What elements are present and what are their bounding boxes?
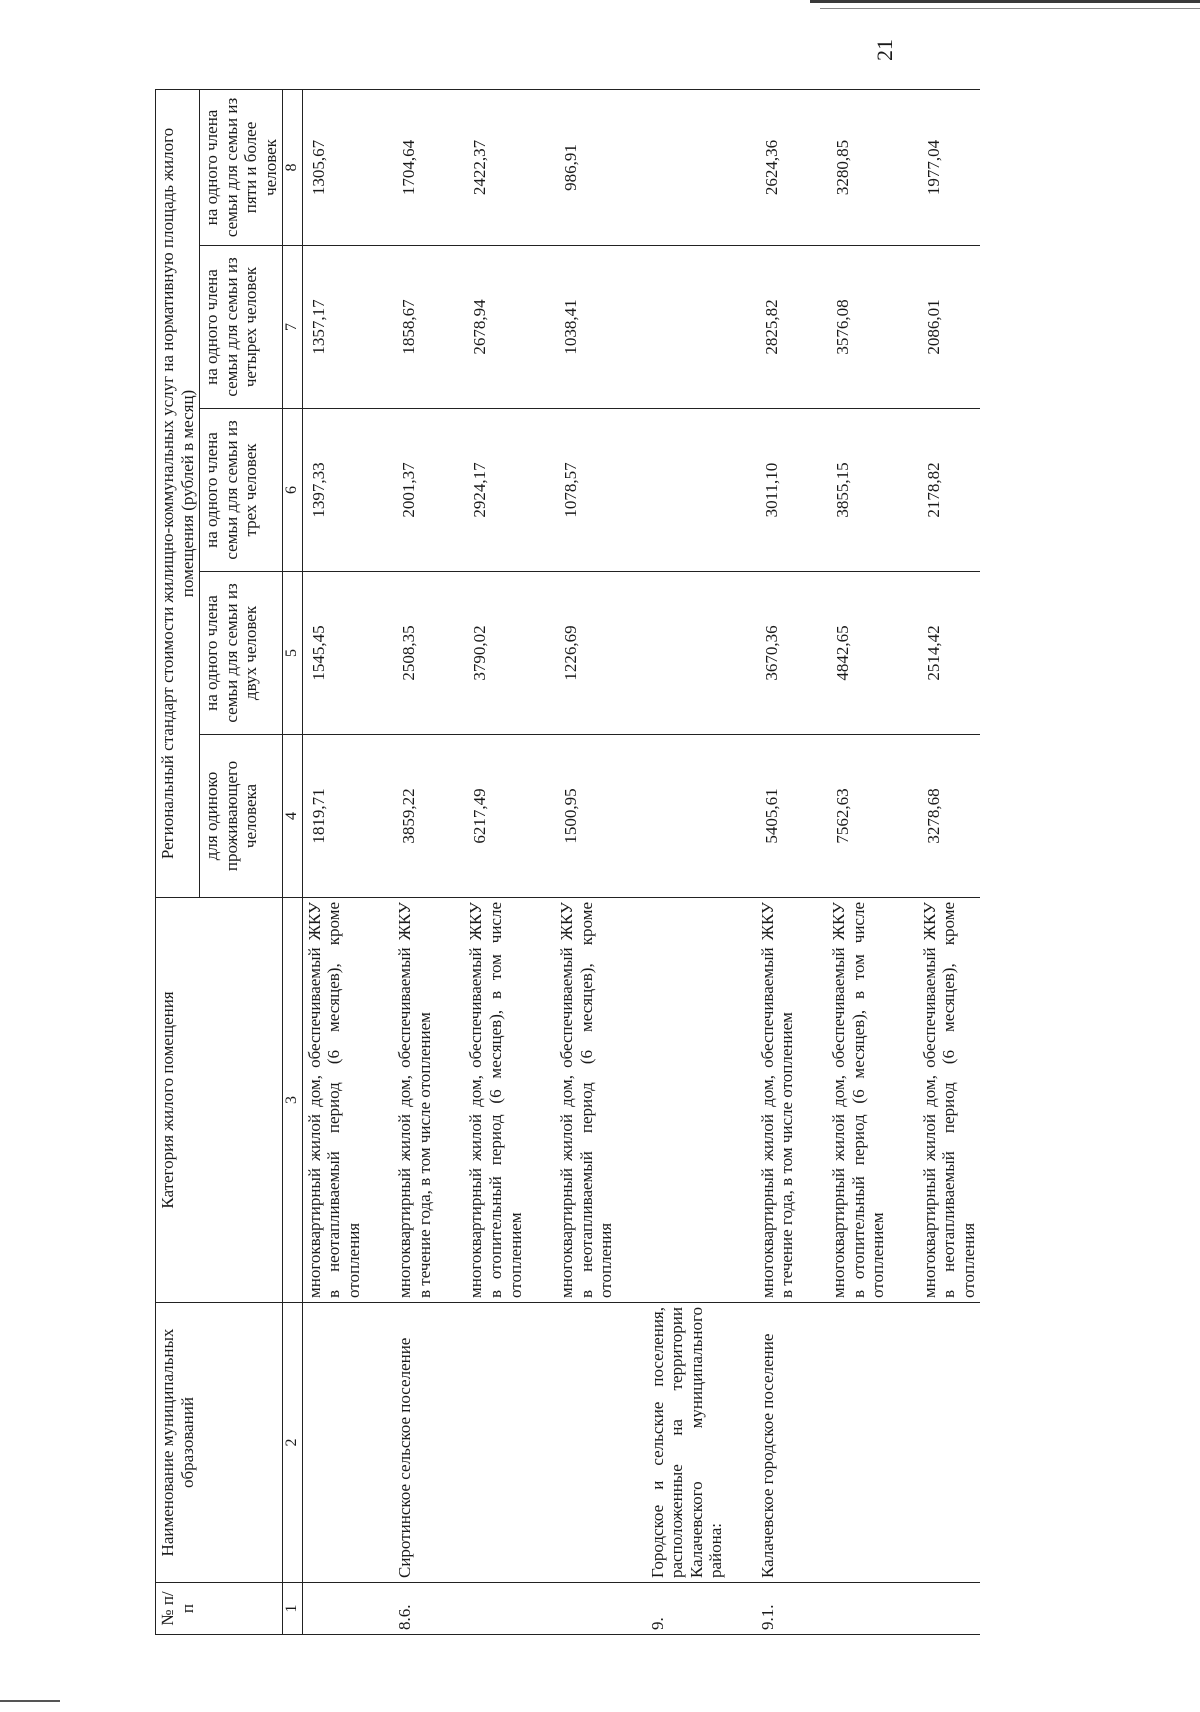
value-two: 2508,35 <box>393 572 464 735</box>
row-category: многоквартирный жилой дом, обеспечиваемый ЖКУ в неотапливаемый период (6 месяцев), кроме отопления <box>302 898 393 1303</box>
row-category: многоквартирный жилой дом, обеспечиваемый ЖКУ в отопительный период (6 месяцев), в том числе отоплением <box>464 898 555 1303</box>
value-single: 7562,63 <box>827 735 918 898</box>
header-standard-group: Региональный стандарт стоимости жилищно-коммунальных услуг на нормативную площадь жилого помещения (рублей в месяц) <box>156 89 200 897</box>
table-row <box>393 89 464 1634</box>
row-municipality: Городское и сельские поселения, расположенные на территории Калачевского муниципального района: <box>646 1303 756 1583</box>
value-two: 1226,69 <box>555 572 646 735</box>
value-four: 2825,82 <box>756 246 827 409</box>
value-five: 1305,67 <box>302 89 393 245</box>
value-three: 3011,10 <box>756 409 827 572</box>
row-municipality <box>302 1303 393 1583</box>
value-four <box>646 246 756 409</box>
header-single: для одиноко проживающего человека <box>200 735 283 898</box>
table-row <box>464 89 555 1634</box>
row-category: многоквартирный жилой дом, обеспечиваемый ЖКУ в течение года, в том числе отоплением <box>756 898 827 1303</box>
index-cell: 5 <box>283 572 302 735</box>
row-municipality: Калачевское городское поселение <box>756 1303 827 1583</box>
table-row <box>646 89 756 1634</box>
value-single: 5405,61 <box>756 735 827 898</box>
index-cell: 1 <box>283 1583 302 1635</box>
value-single: 1500,95 <box>555 735 646 898</box>
value-four: 1357,17 <box>302 246 393 409</box>
value-five: 1704,64 <box>393 89 464 245</box>
value-five: 3280,85 <box>827 89 918 245</box>
row-municipality <box>464 1303 555 1583</box>
value-four: 1038,41 <box>555 246 646 409</box>
header-row-1 <box>156 89 200 1634</box>
value-five <box>646 89 756 245</box>
row-number: 8.6. <box>393 1583 464 1635</box>
value-five: 986,91 <box>555 89 646 245</box>
row-number <box>827 1583 918 1635</box>
header-category: Категория жилого помещения <box>156 898 283 1303</box>
value-four: 2086,01 <box>918 246 981 409</box>
row-number <box>464 1583 555 1635</box>
row-category <box>646 898 756 1303</box>
table-row <box>827 89 918 1634</box>
table-row <box>302 89 393 1634</box>
value-four: 1858,67 <box>393 246 464 409</box>
scan-edge-top-thin <box>820 8 1200 9</box>
value-five: 1977,04 <box>918 89 981 245</box>
row-category: многоквартирный жилой дом, обеспечиваемый ЖКУ в неотапливаемый период (6 месяцев), кроме отопления <box>918 898 981 1303</box>
value-five: 2624,36 <box>756 89 827 245</box>
value-single: 1819,71 <box>302 735 393 898</box>
row-municipality <box>827 1303 918 1583</box>
value-four: 3576,08 <box>827 246 918 409</box>
row-municipality <box>918 1303 981 1583</box>
table-row <box>918 89 981 1634</box>
page-number: 21 <box>872 39 897 61</box>
header-index-row <box>283 89 302 1634</box>
scan-edge-left <box>0 1700 60 1702</box>
value-two: 2514,42 <box>918 572 981 735</box>
value-three: 2001,37 <box>393 409 464 572</box>
header-two: на одного члена семьи для семьи из двух человек <box>200 572 283 735</box>
value-three: 1397,33 <box>302 409 393 572</box>
header-number: № п/п <box>156 1583 283 1635</box>
row-category: многоквартирный жилой дом, обеспечиваемый ЖКУ в течение года, в том числе отоплением <box>393 898 464 1303</box>
index-cell: 7 <box>283 246 302 409</box>
row-number <box>918 1583 981 1635</box>
value-three: 1078,57 <box>555 409 646 572</box>
rotated-table-container <box>155 90 978 1635</box>
row-number: 9. <box>646 1583 756 1635</box>
housing-cost-table <box>155 89 980 1635</box>
value-single: 3859,22 <box>393 735 464 898</box>
value-five: 2422,37 <box>464 89 555 245</box>
row-number: 9.1. <box>756 1583 827 1635</box>
value-three: 3855,15 <box>827 409 918 572</box>
header-municipality: Наименование муниципальных образований <box>156 1303 283 1583</box>
value-three: 2924,17 <box>464 409 555 572</box>
row-category: многоквартирный жилой дом, обеспечиваемый ЖКУ в неотапливаемый период (6 месяцев), кроме отопления <box>555 898 646 1303</box>
index-cell: 3 <box>283 898 302 1303</box>
header-three: на одного члена семьи для семьи из трех человек <box>200 409 283 572</box>
index-cell: 8 <box>283 89 302 245</box>
value-two: 3670,36 <box>756 572 827 735</box>
row-number <box>302 1583 393 1635</box>
row-municipality <box>555 1303 646 1583</box>
value-single <box>646 735 756 898</box>
index-cell: 6 <box>283 409 302 572</box>
value-two: 3790,02 <box>464 572 555 735</box>
row-municipality: Сиротинское сельское поселение <box>393 1303 464 1583</box>
header-five: на одного члена семьи для семьи из пяти и более человек <box>200 89 283 245</box>
value-four: 2678,94 <box>464 246 555 409</box>
table-row <box>756 89 827 1634</box>
index-cell: 4 <box>283 735 302 898</box>
scan-edge-top <box>810 0 1200 3</box>
value-three <box>646 409 756 572</box>
index-cell: 2 <box>283 1303 302 1583</box>
header-four: на одного члена семьи для семьи из четырех человек <box>200 246 283 409</box>
value-two: 1545,45 <box>302 572 393 735</box>
value-two <box>646 572 756 735</box>
value-single: 3278,68 <box>918 735 981 898</box>
value-two: 4842,65 <box>827 572 918 735</box>
value-single: 6217,49 <box>464 735 555 898</box>
row-category: многоквартирный жилой дом, обеспечиваемый ЖКУ в отопительный период (6 месяцев), в том числе отоплением <box>827 898 918 1303</box>
value-three: 2178,82 <box>918 409 981 572</box>
row-number <box>555 1583 646 1635</box>
table-row <box>555 89 646 1634</box>
